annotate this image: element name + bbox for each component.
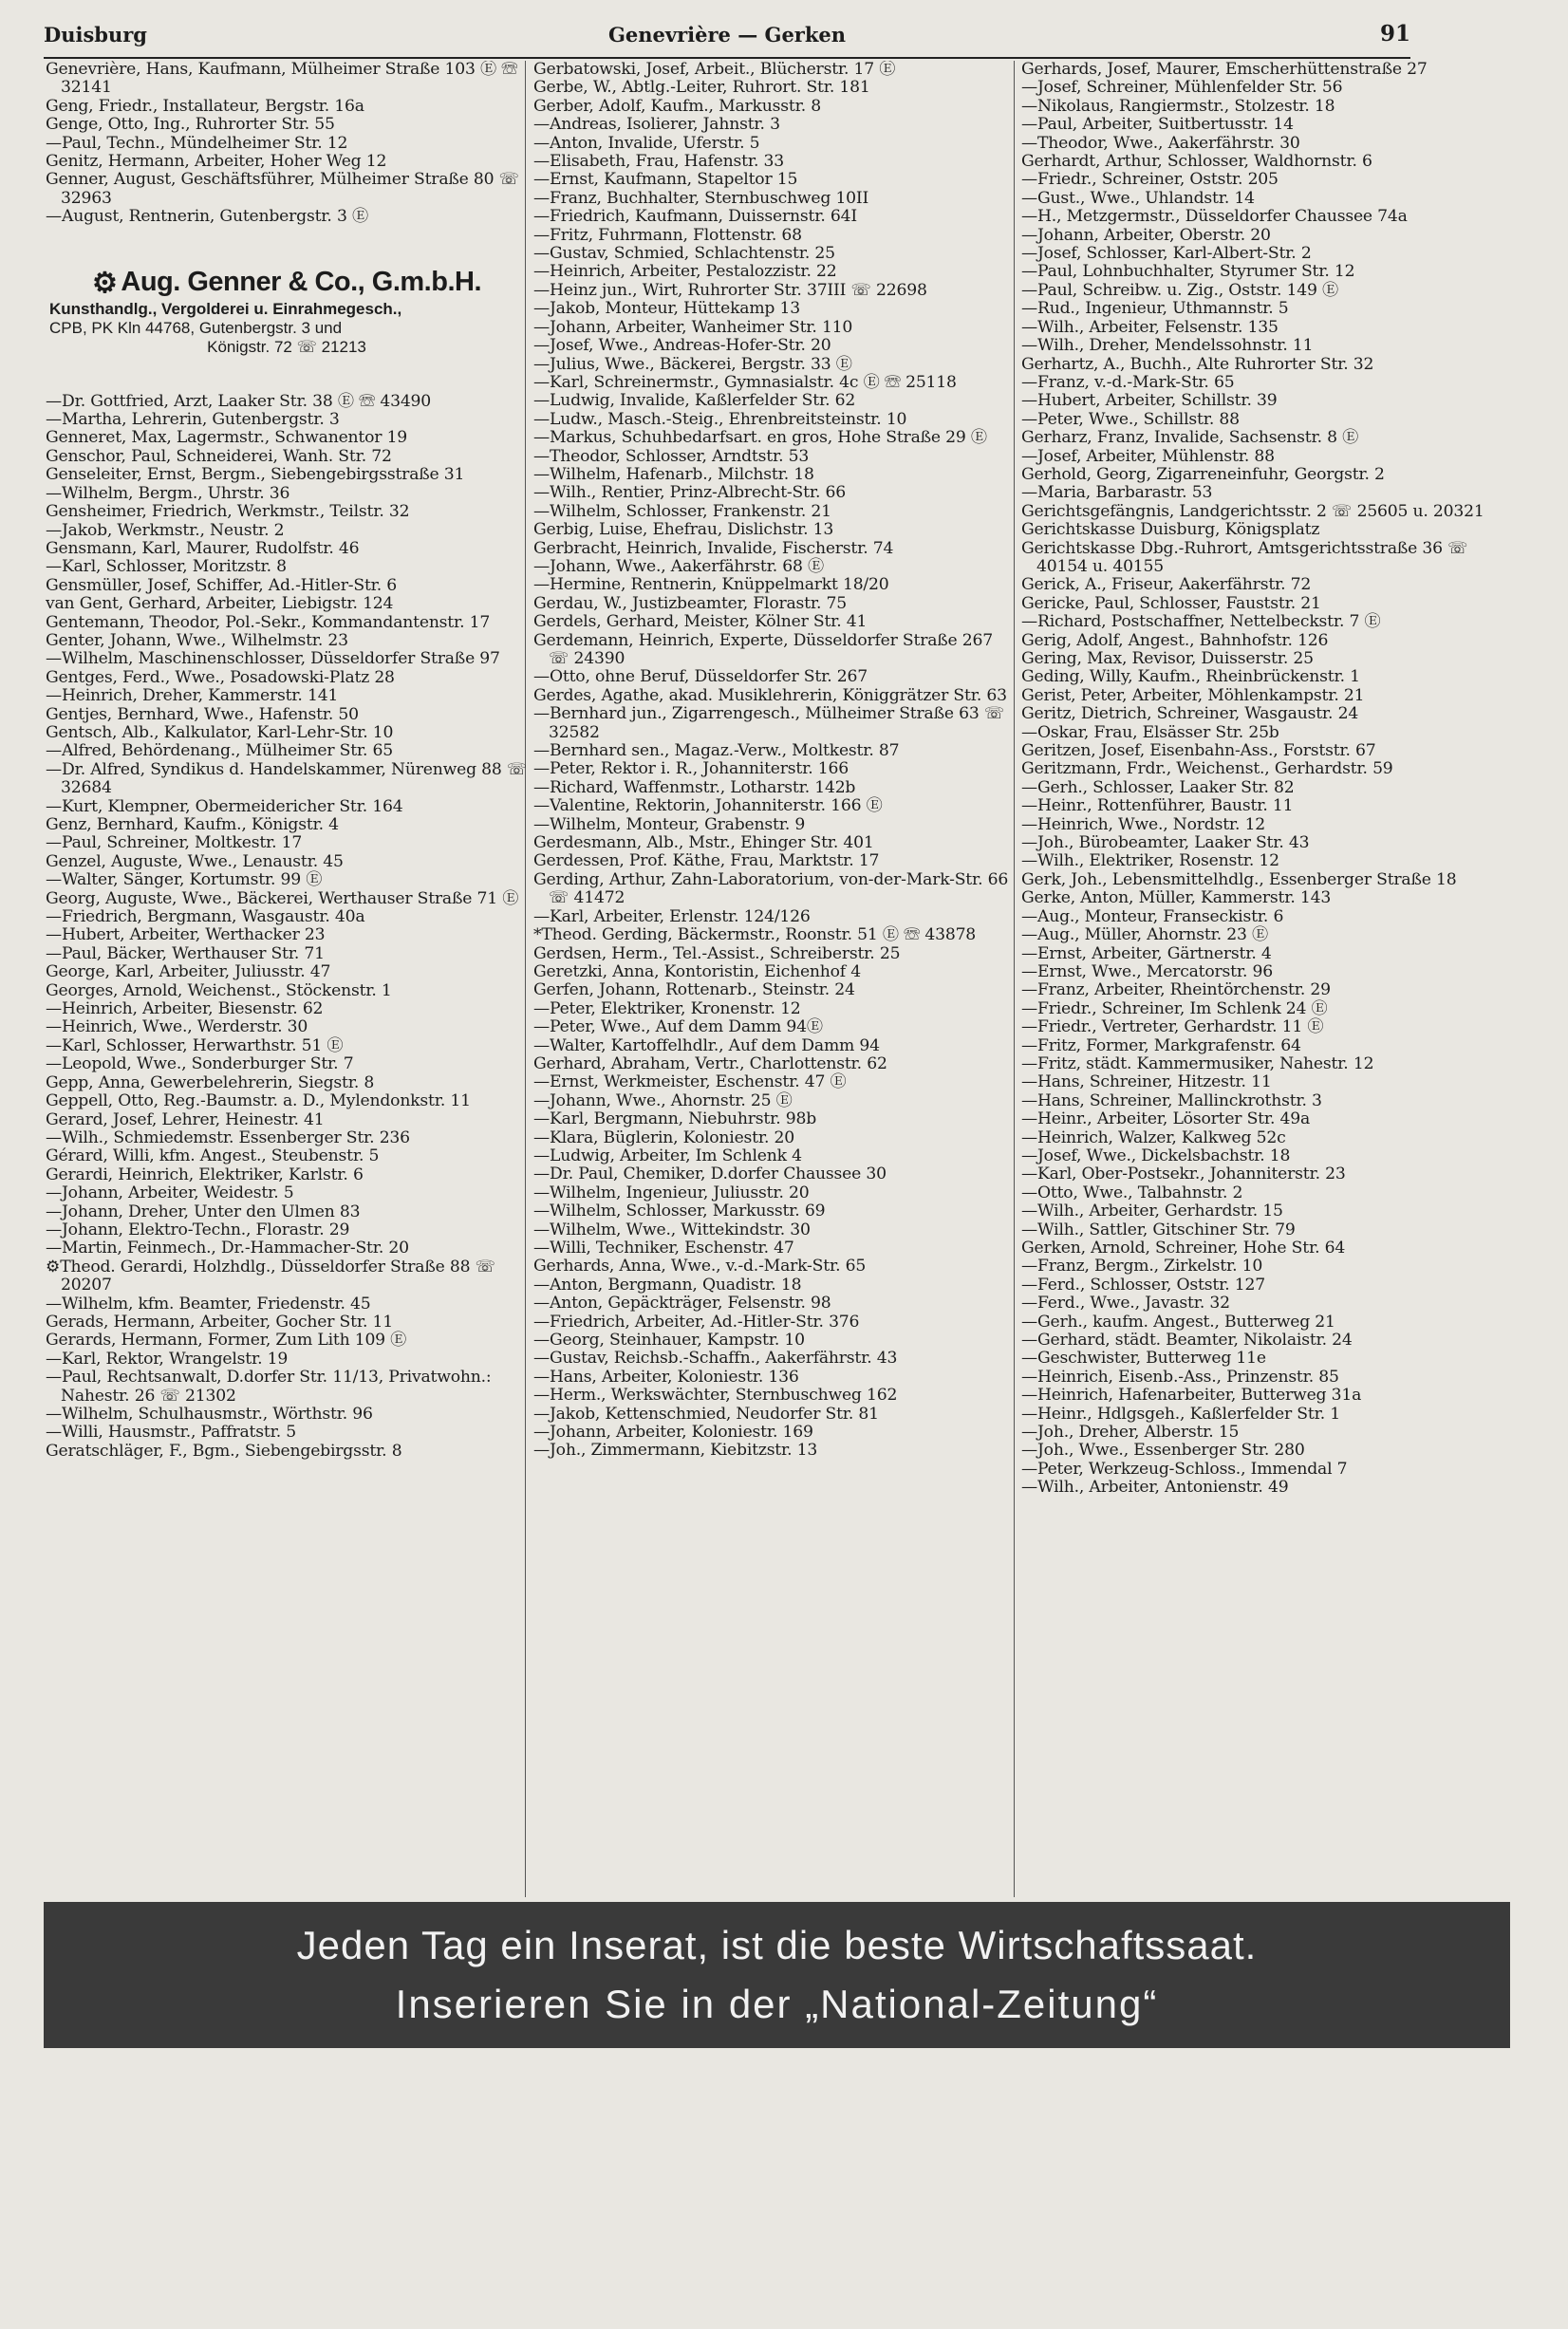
ad-line: CPB, PK Kln 44768, Gutenbergstr. 3 und bbox=[49, 318, 343, 337]
directory-entry: —Fritz, Fuhrmann, Flottenstr. 68 bbox=[533, 225, 802, 245]
directory-entry: Genner, August, Geschäftsführer, Mülheimer Straße 80 ☏ 32963 bbox=[46, 170, 519, 208]
directory-entry: —Paul, Lohnbuchhalter, Styrumer Str. 12 bbox=[1021, 262, 1355, 282]
directory-entry: —Karl, Schlosser, Herwarthstr. 51 Ⓔ bbox=[46, 1035, 344, 1055]
directory-entry: —Franz, Buchhalter, Sternbuschweg 10II bbox=[533, 188, 869, 208]
directory-entry: —Wilh., Arbeiter, Gerhardstr. 15 bbox=[1021, 1202, 1283, 1221]
directory-entry: —Joh., Wwe., Essenberger Str. 280 bbox=[1021, 1441, 1305, 1461]
directory-entry: Gerichtskasse Dbg.-Ruhrort, Amtsgerichtsstraße 36 ☏ 40154 u. 40155 bbox=[1021, 538, 1468, 576]
directory-entry: Gerards, Hermann, Former, Zum Lith 109 Ⓔ bbox=[46, 1331, 407, 1351]
directory-entry: —Peter, Wwe., Auf dem Damm 94Ⓔ bbox=[533, 1017, 823, 1037]
directory-entry: Gerads, Hermann, Arbeiter, Gocher Str. 11 bbox=[46, 1312, 393, 1332]
directory-entry: —Ernst, Wwe., Mercatorstr. 96 bbox=[1021, 961, 1273, 981]
directory-entry: Gentjes, Bernhard, Wwe., Hafenstr. 50 bbox=[46, 704, 359, 724]
directory-entry: —Franz, Bergm., Zirkelstr. 10 bbox=[1021, 1257, 1263, 1276]
directory-entry: —Wilh., Elektriker, Rosenstr. 12 bbox=[1021, 851, 1279, 871]
directory-entry: —Richard, Waffenmstr., Lotharstr. 142b bbox=[533, 777, 856, 797]
directory-entry: Gerhard, Abraham, Vertr., Charlottenstr. 62 bbox=[533, 1053, 887, 1073]
directory-entry: —Aug., Monteur, Franseckistr. 6 bbox=[1021, 906, 1284, 926]
ad-logo-icon: ⚙ bbox=[91, 267, 118, 299]
directory-entry: —Johann, Arbeiter, Weidestr. 5 bbox=[46, 1183, 294, 1203]
directory-entry: —Ludwig, Arbeiter, Im Schlenk 4 bbox=[533, 1146, 802, 1165]
directory-entry: —Karl, Bergmann, Niebuhrstr. 98b bbox=[533, 1109, 817, 1129]
directory-entry: —August, Rentnerin, Gutenbergstr. 3 Ⓔ bbox=[46, 207, 368, 227]
directory-entry: —Wilhelm, Monteur, Grabenstr. 9 bbox=[533, 814, 806, 834]
directory-entry: —Heinrich, Wwe., Nordstr. 12 bbox=[1021, 814, 1266, 834]
directory-entry: —Dr. Gottfried, Arzt, Laaker Str. 38 Ⓔ ☏ 43490 bbox=[46, 391, 432, 411]
advert-banner bbox=[44, 1902, 1510, 2048]
header-divider bbox=[44, 57, 1410, 59]
directory-entry: —Dr. Paul, Chemiker, D.dorfer Chaussee 30 bbox=[533, 1164, 887, 1184]
directory-entry: —Peter, Rektor i. R., Johanniterstr. 166 bbox=[533, 759, 849, 779]
directory-entry: —Rud., Ingenieur, Uthmannstr. 5 bbox=[1021, 299, 1289, 319]
directory-entry: —Hans, Schreiner, Mallinckrothstr. 3 bbox=[1021, 1090, 1322, 1110]
directory-entry: Genevrière, Hans, Kaufmann, Mülheimer Straße 103 Ⓔ ☏ 32141 bbox=[46, 61, 518, 98]
directory-entry: Gerhards, Anna, Wwe., v.-d.-Mark-Str. 65 bbox=[533, 1257, 867, 1276]
directory-entry: —Kurt, Klempner, Obermeidericher Str. 164 bbox=[46, 796, 403, 816]
directory-entry: —Leopold, Wwe., Sonderburger Str. 7 bbox=[46, 1054, 354, 1074]
entries-bottom bbox=[46, 393, 528, 1462]
directory-entry: —Ernst, Arbeiter, Gärtnerstr. 4 bbox=[1021, 943, 1272, 963]
directory-entry: Gerhold, Georg, Zigarreneinfuhr, Georgstr. 2 bbox=[1021, 464, 1385, 484]
directory-entry: —Johann, Dreher, Unter den Ulmen 83 bbox=[46, 1202, 361, 1221]
directory-entry: —Karl, Schlosser, Moritzstr. 8 bbox=[46, 557, 287, 577]
directory-entry: Gerichtsgefängnis, Landgerichtsstr. 2 ☏ 25605 u. 20321 bbox=[1021, 501, 1484, 521]
directory-entry: Georges, Arnold, Weichenst., Stöckenstr. 1 bbox=[46, 980, 392, 1000]
directory-entry: Genseleiter, Ernst, Bergm., Siebengebirgsstraße 31 bbox=[46, 465, 465, 485]
directory-entry: Gerardi, Heinrich, Elektriker, Karlstr. 6 bbox=[46, 1164, 364, 1184]
directory-entry: —Valentine, Rektorin, Johanniterstr. 166 Ⓔ bbox=[533, 796, 883, 816]
directory-entry: —Ferd., Schlosser, Oststr. 127 bbox=[1021, 1275, 1265, 1295]
directory-entry: —Bernhard sen., Magaz.-Verw., Moltkestr. 87 bbox=[533, 741, 900, 761]
directory-entry: —Fritz, Former, Markgrafenstr. 64 bbox=[1021, 1035, 1301, 1055]
ad-line: Kunsthandlg., Vergolderei u. Einrahmegesch., bbox=[49, 299, 402, 318]
directory-entry: Gerdsen, Herm., Tel.-Assist., Schreiberstr. 25 bbox=[533, 943, 901, 963]
directory-entry: Geritzmann, Frdr., Weichenst., Gerhardstr. 59 bbox=[1021, 759, 1393, 779]
directory-entry: —Wilh., Rentier, Prinz-Albrecht-Str. 66 bbox=[533, 483, 846, 503]
directory-entry: —Theodor, Wwe., Aakerfährstr. 30 bbox=[1021, 133, 1300, 153]
directory-entry: —Aug., Müller, Ahornstr. 23 Ⓔ bbox=[1021, 925, 1268, 945]
directory-entry: —Gust., Wwe., Uhlandstr. 14 bbox=[1021, 188, 1255, 208]
directory-entry: —Anton, Gepäckträger, Felsenstr. 98 bbox=[533, 1294, 831, 1314]
directory-entry: —Hubert, Arbeiter, Werthacker 23 bbox=[46, 925, 326, 945]
directory-entry: Gerbe, W., Abtlg.-Leiter, Ruhrort. Str. 181 bbox=[533, 78, 870, 98]
directory-entry: Gerbracht, Heinrich, Invalide, Fischerstr. 74 bbox=[533, 538, 894, 558]
directory-entry: Gerding, Arthur, Zahn-Laboratorium, von-der-Mark-Str. 66 ☏ 41472 bbox=[533, 869, 1009, 908]
directory-entry: Gerhardt, Arthur, Schlosser, Waldhornstr. 6 bbox=[1021, 152, 1372, 172]
directory-entry: —Heinrich, Eisenb.-Ass., Prinzenstr. 85 bbox=[1021, 1367, 1339, 1387]
directory-entry: —Johann, Wwe., Aakerfährstr. 68 Ⓔ bbox=[533, 556, 825, 576]
directory-entry: —Karl, Arbeiter, Erlenstr. 124/126 bbox=[533, 906, 811, 926]
directory-entry: —Friedr., Schreiner, Oststr. 205 bbox=[1021, 170, 1279, 190]
directory-entry: Gerfen, Johann, Rottenarb., Steinstr. 24 bbox=[533, 980, 855, 1000]
directory-entry: Gensheimer, Friedrich, Werkmstr., Teilstr. 32 bbox=[46, 502, 410, 522]
directory-entry: Gentemann, Theodor, Pol.-Sekr., Kommandantenstr. 17 bbox=[46, 612, 491, 632]
directory-entry: —Gustav, Schmied, Schlachtenstr. 25 bbox=[533, 244, 835, 264]
directory-entry: —Elisabeth, Frau, Hafenstr. 33 bbox=[533, 152, 784, 172]
directory-entry: —Jakob, Monteur, Hüttekamp 13 bbox=[533, 299, 800, 319]
directory-entry: Gerken, Arnold, Schreiner, Hohe Str. 64 bbox=[1021, 1239, 1346, 1258]
directory-entry: van Gent, Gerhard, Arbeiter, Liebigstr. 124 bbox=[46, 594, 394, 614]
directory-entry: —Heinrich, Arbeiter, Pestalozzistr. 22 bbox=[533, 262, 837, 282]
directory-entry: Geritzen, Josef, Eisenbahn-Ass., Forststr. 67 bbox=[1021, 741, 1376, 761]
directory-entry: —Friedr., Schreiner, Im Schlenk 24 Ⓔ bbox=[1021, 998, 1328, 1018]
directory-entry: —Nikolaus, Rangiermstr., Stolzestr. 18 bbox=[1021, 96, 1335, 116]
ad-line: Königstr. 72 ☏ 21213 bbox=[207, 337, 366, 356]
directory-entry: —Fritz, städt. Kammermusiker, Nahestr. 12 bbox=[1021, 1053, 1374, 1073]
directory-entry: —Ernst, Kaufmann, Stapeltor 15 bbox=[533, 170, 798, 190]
directory-entry: Gering, Max, Revisor, Duisserstr. 25 bbox=[1021, 649, 1314, 668]
directory-entry: —Wilh., Dreher, Mendelssohnstr. 11 bbox=[1021, 336, 1314, 356]
directory-entry: —Wilhelm, Maschinenschlosser, Düsseldorfer Straße 97 bbox=[46, 649, 500, 669]
directory-entry: —Heinrich, Wwe., Werderstr. 30 bbox=[46, 1017, 308, 1037]
directory-entry: —Hans, Arbeiter, Koloniestr. 136 bbox=[533, 1367, 799, 1387]
directory-entry: —Heinrich, Dreher, Kammerstr. 141 bbox=[46, 686, 339, 706]
directory-entry: Gerke, Anton, Müller, Kammerstr. 143 bbox=[1021, 888, 1332, 908]
directory-entry: Geritz, Dietrich, Schreiner, Wasgaustr. 24 bbox=[1021, 704, 1359, 724]
directory-entry: —Heinrich, Arbeiter, Biesenstr. 62 bbox=[46, 999, 324, 1019]
directory-entry: —Geschwister, Butterweg 11e bbox=[1021, 1349, 1266, 1369]
directory-entry: Genz, Bernhard, Kaufm., Königstr. 4 bbox=[46, 815, 339, 834]
directory-entry: —Heinz jun., Wirt, Ruhrorter Str. 37III ☏ 22698 bbox=[533, 280, 927, 300]
directory-entry: —Wilh., Sattler, Gitschiner Str. 79 bbox=[1021, 1220, 1296, 1239]
directory-entry: Gentsch, Alb., Kalkulator, Karl-Lehr-Str. 10 bbox=[46, 722, 394, 742]
directory-entry: —Paul, Techn., Mündelheimer Str. 12 bbox=[46, 133, 348, 153]
directory-entry: —Paul, Rechtsanwalt, D.dorfer Str. 11/13, Privatwohn.: Nahestr. 26 ☏ 21302 bbox=[46, 1368, 492, 1406]
directory-entry: —Josef, Schreiner, Mühlenfelder Str. 56 bbox=[1021, 78, 1343, 98]
directory-entry: Gerichtskasse Duisburg, Königsplatz bbox=[1021, 520, 1320, 540]
directory-entry: —Andreas, Isolierer, Jahnstr. 3 bbox=[533, 115, 780, 135]
directory-entry: —Paul, Arbeiter, Suitbertusstr. 14 bbox=[1021, 115, 1294, 135]
directory-entry: —Alfred, Behördenang., Mülheimer Str. 65 bbox=[46, 741, 394, 761]
directory-entry: —Paul, Schreibw. u. Zig., Oststr. 149 Ⓔ bbox=[1021, 280, 1338, 300]
directory-entry: —Martha, Lehrerin, Gutenbergstr. 3 bbox=[46, 410, 340, 430]
directory-entry: Gerdes, Agathe, akad. Musiklehrerin, Königgrätzer Str. 63 bbox=[533, 685, 1007, 705]
directory-entry: —Franz, v.-d.-Mark-Str. 65 bbox=[1021, 372, 1235, 392]
directory-entry: —Johann, Elektro-Techn., Florastr. 29 bbox=[46, 1220, 350, 1239]
directory-entry: —Heinr., Arbeiter, Lösorter Str. 49a bbox=[1021, 1109, 1311, 1129]
directory-entry: Gérard, Willi, kfm. Angest., Steubenstr. 5 bbox=[46, 1146, 380, 1166]
directory-entry: —Johann, Arbeiter, Wanheimer Str. 110 bbox=[533, 317, 853, 337]
directory-entry: —Herm., Werkswächter, Sternbuschweg 162 bbox=[533, 1386, 898, 1406]
entries-top bbox=[46, 61, 528, 227]
banner-line: Inserieren Sie in der „National-Zeitung“ bbox=[395, 1982, 1159, 2026]
directory-entry: Gerharz, Franz, Invalide, Sachsenstr. 8 Ⓔ bbox=[1021, 428, 1359, 448]
directory-entry: —Gerhard, städt. Beamter, Nikolaistr. 24 bbox=[1021, 1331, 1353, 1351]
header-city: Duisburg bbox=[44, 23, 147, 47]
directory-entry: —Josef, Schlosser, Karl-Albert-Str. 2 bbox=[1021, 244, 1312, 264]
directory-entry: —Heinrich, Walzer, Kalkweg 52c bbox=[1021, 1127, 1286, 1147]
directory-entry: —Willi, Hausmstr., Paffratstr. 5 bbox=[46, 1423, 296, 1443]
directory-entry: ⚙Theod. Gerardi, Holzhdlg., Düsseldorfer Straße 88 ☏ 20207 bbox=[46, 1257, 495, 1295]
directory-entry: Gerick, A., Friseur, Aakerfährstr. 72 bbox=[1021, 575, 1312, 595]
directory-entry: —Peter, Elektriker, Kronenstr. 12 bbox=[533, 998, 801, 1018]
directory-entry: —Josef, Wwe., Dickelsbachstr. 18 bbox=[1021, 1146, 1291, 1165]
directory-entry: —Heinr., Rottenführer, Baustr. 11 bbox=[1021, 796, 1294, 816]
directory-entry: —Hans, Schreiner, Hitzestr. 11 bbox=[1021, 1072, 1272, 1092]
directory-entry: —Martin, Feinmech., Dr.-Hammacher-Str. 20 bbox=[46, 1239, 409, 1258]
header-range: Genevrière — Gerken bbox=[607, 23, 847, 47]
directory-entry: —Paul, Bäcker, Werthauser Str. 71 bbox=[46, 943, 325, 963]
directory-entry: —Otto, ohne Beruf, Düsseldorfer Str. 267 bbox=[533, 667, 868, 687]
directory-entry: Gerk, Joh., Lebensmittelhdlg., Essenberger Straße 18 bbox=[1021, 869, 1457, 889]
directory-entry: Gerdels, Gerhard, Meister, Kölner Str. 41 bbox=[533, 612, 868, 632]
directory-entry: Genzel, Auguste, Wwe., Lenaustr. 45 bbox=[46, 851, 344, 871]
directory-entry: Gerhartz, A., Buchh., Alte Ruhrorter Str. 32 bbox=[1021, 354, 1374, 374]
page-number: 91 bbox=[1379, 21, 1410, 47]
directory-entry: —Heinr., Hdlgsgeh., Kaßlerfelder Str. 1 bbox=[1021, 1404, 1340, 1424]
directory-entry: Geding, Willy, Kaufm., Rheinbrückenstr. 1 bbox=[1021, 667, 1360, 687]
directory-entry: —Willi, Techniker, Eschenstr. 47 bbox=[533, 1239, 794, 1258]
directory-entry: Genneret, Max, Lagermstr., Schwanentor 19 bbox=[46, 428, 408, 448]
ad-title bbox=[49, 267, 524, 300]
directory-entry: —Maria, Barbarastr. 53 bbox=[1021, 483, 1213, 503]
directory-entry: —Ernst, Werkmeister, Eschenstr. 47 Ⓔ bbox=[533, 1072, 847, 1092]
directory-entry: —Anton, Invalide, Uferstr. 5 bbox=[533, 133, 760, 153]
directory-entry: —Julius, Wwe., Bäckerei, Bergstr. 33 Ⓔ bbox=[533, 354, 852, 374]
directory-entry: —Joh., Bürobeamter, Laaker Str. 43 bbox=[1021, 833, 1310, 853]
directory-entry: —Wilhelm, Schlosser, Markusstr. 69 bbox=[533, 1202, 826, 1221]
directory-entry: Genschor, Paul, Schneiderei, Wanh. Str. 72 bbox=[46, 446, 392, 466]
directory-entry: —Georg, Steinhauer, Kampstr. 10 bbox=[533, 1331, 805, 1351]
directory-entry: Gerdau, W., Justizbeamter, Florastr. 75 bbox=[533, 593, 847, 613]
directory-entry: —Wilhelm, Schulhausmstr., Wörthstr. 96 bbox=[46, 1405, 373, 1424]
directory-entry: —Karl, Schreinermstr., Gymnasialstr. 4c Ⓔ ☏ 25118 bbox=[533, 372, 957, 392]
directory-entry: Geretzki, Anna, Kontoristin, Eichenhof 4 bbox=[533, 961, 861, 981]
directory-entry: Genitz, Hermann, Arbeiter, Hoher Weg 12 bbox=[46, 152, 387, 172]
directory-entry: —Karl, Ober-Postsekr., Johanniterstr. 23 bbox=[1021, 1164, 1346, 1184]
directory-entry: —Walter, Kartoffelhdlr., Auf dem Damm 94 bbox=[533, 1035, 880, 1055]
directory-entry: Gentges, Ferd., Wwe., Posadowski-Platz 28 bbox=[46, 667, 395, 687]
directory-entry: —Ferd., Wwe., Javastr. 32 bbox=[1021, 1294, 1230, 1314]
directory-entry: Gerdemann, Heinrich, Experte, Düsseldorfer Straße 267 ☏ 24390 bbox=[533, 630, 994, 668]
directory-entry: —Paul, Schreiner, Moltkestr. 17 bbox=[46, 833, 303, 853]
directory-entry: —Peter, Werkzeug-Schloss., Immendal 7 bbox=[1021, 1459, 1348, 1479]
directory-entry: Genter, Johann, Wwe., Wilhelmstr. 23 bbox=[46, 630, 348, 650]
column-divider bbox=[1014, 61, 1015, 1897]
directory-entry: —Josef, Arbeiter, Mühlenstr. 88 bbox=[1021, 446, 1275, 466]
directory-entry: —Karl, Rektor, Wrangelstr. 19 bbox=[46, 1349, 289, 1369]
directory-entry: —Gerh., Schlosser, Laaker Str. 82 bbox=[1021, 777, 1295, 797]
directory-entry: Gerhards, Josef, Maurer, Emscherhüttenstraße 27 bbox=[1021, 61, 1428, 79]
banner-line: Jeden Tag ein Inserat, ist die beste Wirtschaftssaat. bbox=[296, 1923, 1258, 1967]
directory-entry: —Bernhard jun., Zigarrengesch., Mülheimer Straße 63 ☏ 32582 bbox=[533, 704, 1005, 742]
page-header bbox=[44, 17, 1410, 55]
directory-entry: Gerbatowski, Josef, Arbeit., Blücherstr. 17 Ⓔ bbox=[533, 61, 896, 79]
directory-entry: —Wilhelm, Ingenieur, Juliusstr. 20 bbox=[533, 1183, 810, 1202]
directory-entry: —Hermine, Rentnerin, Knüppelmarkt 18/20 bbox=[533, 575, 889, 595]
directory-entry: —Dr. Alfred, Syndikus d. Handelskammer, Nürenweg 88 ☏ 32684 bbox=[46, 759, 528, 798]
ad-title-text: Aug. Genner & Co., G.m.b.H. bbox=[121, 266, 482, 297]
directory-entry: —Gustav, Reichsb.-Schaffn., Aakerfährstr. 43 bbox=[533, 1349, 898, 1369]
directory-entry: —Wilhelm, Wwe., Wittekindstr. 30 bbox=[533, 1220, 811, 1239]
directory-entry: Geppell, Otto, Reg.-Baumstr. a. D., Mylendonkstr. 11 bbox=[46, 1091, 471, 1111]
directory-entry: Genge, Otto, Ing., Ruhrorter Str. 55 bbox=[46, 115, 335, 135]
directory-entry: —Wilh., Schmiedemstr. Essenberger Str. 236 bbox=[46, 1127, 410, 1147]
directory-entry: —Franz, Arbeiter, Rheintörchenstr. 29 bbox=[1021, 980, 1331, 1000]
directory-entry: *Theod. Gerding, Bäckermstr., Roonstr. 51 Ⓔ ☏ 43878 bbox=[533, 925, 977, 945]
directory-entry: Gerber, Adolf, Kaufm., Markusstr. 8 bbox=[533, 96, 821, 116]
directory-entry: —Jakob, Kettenschmied, Neudorfer Str. 81 bbox=[533, 1404, 879, 1424]
directory-entry: —Peter, Wwe., Schillstr. 88 bbox=[1021, 409, 1240, 429]
directory-entry: —Wilh., Arbeiter, Felsenstr. 135 bbox=[1021, 317, 1279, 337]
directory-entry: —Friedrich, Kaufmann, Duissernstr. 64I bbox=[533, 207, 857, 227]
directory-entry: —Theodor, Schlosser, Arndtstr. 53 bbox=[533, 446, 810, 466]
directory-entry: —Hubert, Arbeiter, Schillstr. 39 bbox=[1021, 391, 1278, 411]
directory-entry: —Ludw., Masch.-Steig., Ehrenbreitsteinstr. 10 bbox=[533, 409, 907, 429]
directory-entry: Gerard, Josef, Lehrer, Heinestr. 41 bbox=[46, 1109, 325, 1129]
directory-entry: —Johann, Wwe., Ahornstr. 25 Ⓔ bbox=[533, 1090, 793, 1110]
directory-entry: —Friedrich, Arbeiter, Ad.-Hitler-Str. 376 bbox=[533, 1312, 860, 1332]
directory-entry: Geng, Friedr., Installateur, Bergstr. 16a bbox=[46, 96, 364, 116]
directory-entry: Gerdessen, Prof. Käthe, Frau, Marktstr. 17 bbox=[533, 851, 880, 871]
directory-entry: —Friedr., Vertreter, Gerhardstr. 11 Ⓔ bbox=[1021, 1017, 1324, 1037]
directory-entry: —Anton, Bergmann, Quadistr. 18 bbox=[533, 1275, 802, 1295]
directory-entry: —Wilhelm, Schlosser, Frankenstr. 21 bbox=[533, 501, 831, 521]
directory-entry: Geratschläger, F., Bgm., Siebengebirgsstr. 8 bbox=[46, 1441, 402, 1461]
directory-entry: —Joh., Dreher, Alberstr. 15 bbox=[1021, 1423, 1240, 1443]
directory-entry: —Heinrich, Hafenarbeiter, Butterweg 31a bbox=[1021, 1386, 1362, 1406]
directory-entry: Gericke, Paul, Schlosser, Fauststr. 21 bbox=[1021, 593, 1321, 613]
directory-entry: Gerdesmann, Alb., Mstr., Ehinger Str. 401 bbox=[533, 833, 874, 853]
directory-entry: —Wilhelm, Hafenarb., Milchstr. 18 bbox=[533, 464, 814, 484]
directory-entry: Gerist, Peter, Arbeiter, Möhlenkampstr. 21 bbox=[1021, 685, 1365, 705]
directory-entry: —H., Metzgermstr., Düsseldorfer Chaussee 74a bbox=[1021, 207, 1408, 227]
directory-entry: —Richard, Postschaffner, Nettelbeckstr. 7 Ⓔ bbox=[1021, 612, 1381, 632]
directory-entry: —Walter, Sänger, Kortumstr. 99 Ⓔ bbox=[46, 870, 323, 890]
directory-entry: —Jakob, Werkmstr., Neustr. 2 bbox=[46, 520, 285, 540]
directory-entry: —Josef, Wwe., Andreas-Hofer-Str. 20 bbox=[533, 336, 831, 356]
directory-entry: —Gerh., kaufm. Angest., Butterweg 21 bbox=[1021, 1312, 1335, 1332]
directory-entry: —Klara, Büglerin, Koloniestr. 20 bbox=[533, 1127, 795, 1147]
directory-entry: —Johann, Arbeiter, Oberstr. 20 bbox=[1021, 225, 1271, 245]
directory-entry: —Otto, Wwe., Talbahnstr. 2 bbox=[1021, 1183, 1243, 1202]
directory-entry: Gerbig, Luise, Ehefrau, Dislichstr. 13 bbox=[533, 520, 834, 540]
directory-entry: George, Karl, Arbeiter, Juliusstr. 47 bbox=[46, 962, 331, 982]
directory-entry: —Friedrich, Bergmann, Wasgaustr. 40a bbox=[46, 907, 365, 927]
advertisement bbox=[46, 267, 528, 357]
directory-entry: Gensmüller, Josef, Schiffer, Ad.-Hitler-Str. 6 bbox=[46, 575, 398, 595]
directory-entry: Gerig, Adolf, Angest., Bahnhofstr. 126 bbox=[1021, 630, 1329, 650]
directory-entry: —Oskar, Frau, Elsässer Str. 25b bbox=[1021, 722, 1279, 742]
directory-entry: —Joh., Zimmermann, Kiebitzstr. 13 bbox=[533, 1441, 818, 1461]
directory-entry: Gepp, Anna, Gewerbelehrerin, Siegstr. 8 bbox=[46, 1072, 375, 1092]
directory-entry: —Ludwig, Invalide, Kaßlerfelder Str. 62 bbox=[533, 391, 856, 411]
directory-entry: —Johann, Arbeiter, Koloniestr. 169 bbox=[533, 1423, 813, 1443]
directory-entry: Gensmann, Karl, Maurer, Rudolfstr. 46 bbox=[46, 538, 360, 558]
directory-entry: Georg, Auguste, Wwe., Bäckerei, Werthauser Straße 71 Ⓔ bbox=[46, 888, 519, 908]
directory-entry: —Wilhelm, Bergm., Uhrstr. 36 bbox=[46, 483, 290, 503]
directory-entry: —Wilh., Arbeiter, Antonienstr. 49 bbox=[1021, 1478, 1289, 1498]
directory-entry: —Markus, Schuhbedarfsart. en gros, Hohe Straße 29 Ⓔ bbox=[533, 428, 987, 448]
directory-entry: —Wilhelm, kfm. Beamter, Friedenstr. 45 bbox=[46, 1294, 371, 1314]
